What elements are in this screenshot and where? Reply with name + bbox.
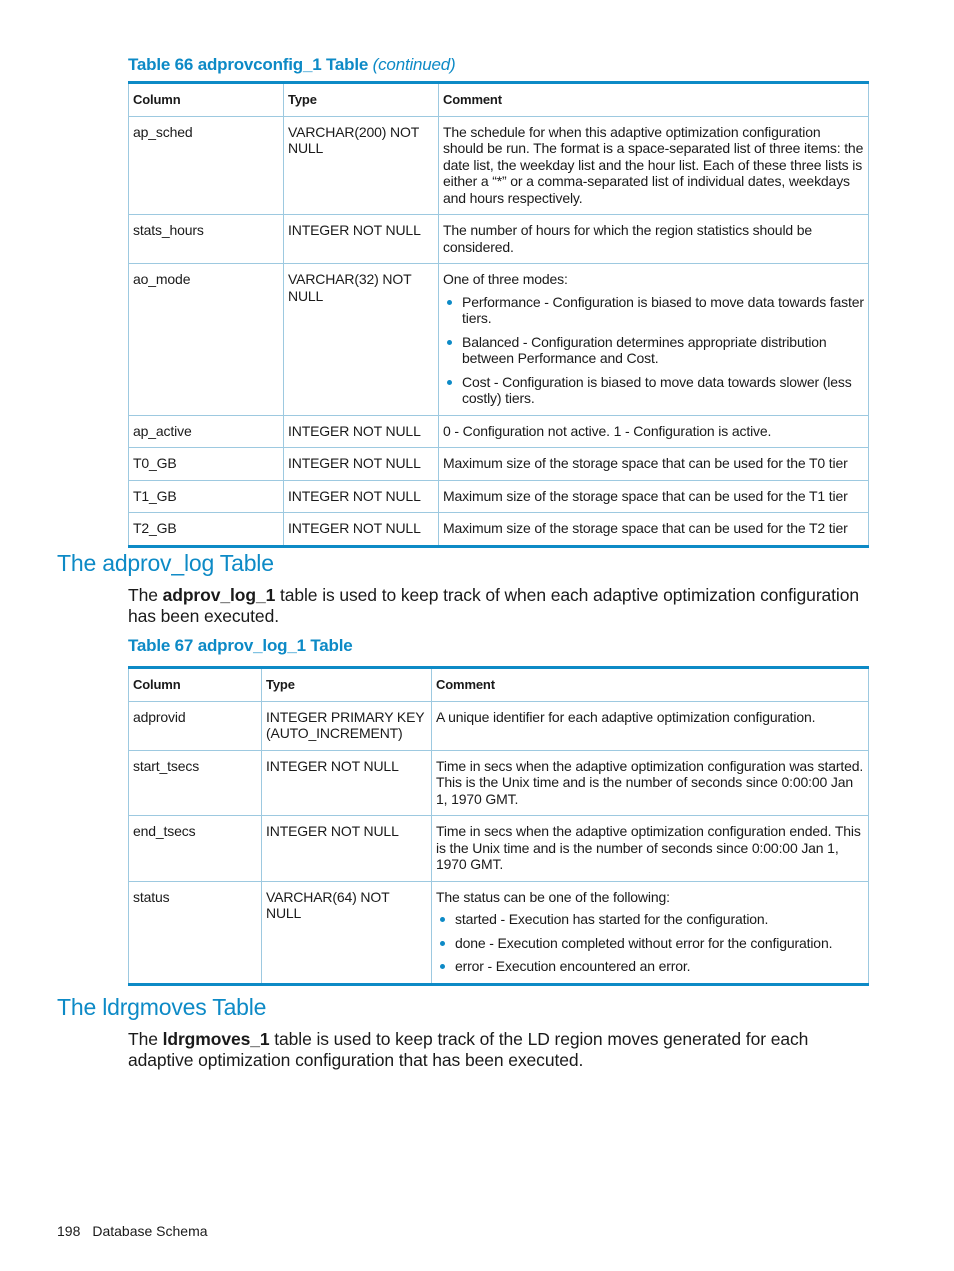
column-cell: ap_active [129, 415, 284, 448]
table-67 [128, 666, 869, 986]
ldrgmoves-intro [128, 1029, 868, 1071]
intro-prefix: The [128, 585, 163, 605]
table-row [129, 513, 869, 547]
comment-cell: Time in secs when the adaptive optimization configuration was started. This is the Unix time and is the number of seconds since 0:00:00 Jan 1, 1970 GMT. [432, 750, 869, 816]
column-cell: start_tsecs [129, 750, 262, 816]
column-cell: ap_sched [129, 116, 284, 215]
table-row [129, 701, 869, 750]
list-item: done - Execution completed without error for the configuration. [436, 935, 864, 952]
list-item: Balanced - Configuration determines appropriate distribution between Performance and Cost. [443, 334, 864, 367]
type-cell: VARCHAR(64) NOT NULL [262, 881, 432, 984]
comment-intro: The status can be one of the following: [436, 888, 670, 905]
type-cell: INTEGER NOT NULL [284, 448, 439, 481]
intro-prefix: The [128, 1029, 163, 1049]
mode-list [443, 294, 864, 407]
table-66 [128, 81, 869, 548]
table-row [129, 415, 869, 448]
table-67-caption [128, 636, 353, 656]
table-row [129, 881, 869, 984]
table-66-header-row [129, 83, 869, 117]
type-cell: INTEGER NOT NULL [262, 816, 432, 882]
list-item: error - Execution encountered an error. [436, 958, 864, 975]
comment-cell: 0 - Configuration not active. 1 - Configuration is active. [439, 415, 869, 448]
table-66-caption-text: Table 66 adprovconfig_1 Table [128, 55, 369, 74]
column-cell: T0_GB [129, 448, 284, 481]
intro-table-name: adprov_log_1 [162, 585, 276, 605]
ldrgmoves-heading: The ldrgmoves Table [57, 994, 267, 1020]
comment-cell: Time in secs when the adaptive optimization configuration ended. This is the Unix time and is the number of seconds since 0:00:00 Jan 1, 1970 GMT. [432, 816, 869, 882]
comment-cell [432, 881, 869, 984]
type-header: Type [262, 668, 432, 702]
table-67-caption-text: Table 67 adprov_log_1 Table [128, 636, 353, 655]
page-footer [57, 1223, 208, 1239]
table-row [129, 215, 869, 264]
type-cell: INTEGER NOT NULL [284, 215, 439, 264]
adprov-log-heading: The adprov_log Table [57, 550, 274, 576]
footer-section-title: Database Schema [92, 1223, 208, 1239]
intro-table-name: ldrgmoves_1 [162, 1029, 270, 1049]
table-67-header-row [129, 668, 869, 702]
type-cell: INTEGER NOT NULL [284, 480, 439, 513]
type-cell: INTEGER NOT NULL [284, 513, 439, 547]
type-cell: INTEGER PRIMARY KEY (AUTO_INCREMENT) [262, 701, 432, 750]
type-cell: INTEGER NOT NULL [262, 750, 432, 816]
comment-cell: Maximum size of the storage space that can be used for the T2 tier [439, 513, 869, 547]
column-header: Column [129, 668, 262, 702]
type-header: Type [284, 83, 439, 117]
page-number: 198 [57, 1223, 81, 1239]
adprov-log-intro [128, 585, 868, 627]
column-cell: stats_hours [129, 215, 284, 264]
table-row [129, 448, 869, 481]
intro-suffix: table is used to keep track of the LD region moves generated for each adaptive optimization configuration that has been executed. [128, 1029, 809, 1070]
comment-cell: Maximum size of the storage space that can be used for the T1 tier [439, 480, 869, 513]
comment-cell [439, 264, 869, 416]
table-row [129, 750, 869, 816]
type-cell: VARCHAR(200) NOT NULL [284, 116, 439, 215]
list-item: Performance - Configuration is biased to move data towards faster tiers. [443, 294, 864, 327]
intro-suffix: table is used to keep track of when each adaptive optimization configuration has been executed. [128, 585, 859, 626]
table-66-continued: (continued) [372, 55, 456, 74]
table-row [129, 816, 869, 882]
type-cell: VARCHAR(32) NOT NULL [284, 264, 439, 416]
list-item: Cost - Configuration is biased to move data towards slower (less costly) tiers. [443, 374, 864, 407]
comment-cell: The number of hours for which the region statistics should be considered. [439, 215, 869, 264]
column-cell: T2_GB [129, 513, 284, 547]
column-cell: T1_GB [129, 480, 284, 513]
column-cell: end_tsecs [129, 816, 262, 882]
comment-cell: Maximum size of the storage space that can be used for the T0 tier [439, 448, 869, 481]
status-list [436, 911, 864, 975]
column-cell: status [129, 881, 262, 984]
comment-header: Comment [439, 83, 869, 117]
comment-intro: One of three modes: [443, 271, 568, 287]
comment-cell: The schedule for when this adaptive optimization configuration should be run. The format is a space-separated list of three items: the date list, the weekday list and the hour list. Each of these three lists is either a “*” or a comma-separated list of individual dates, weekdays and hours respectively. [439, 116, 869, 215]
column-header: Column [129, 83, 284, 117]
table-row [129, 116, 869, 215]
column-cell: ao_mode [129, 264, 284, 416]
comment-cell: A unique identifier for each adaptive optimization configuration. [432, 701, 869, 750]
list-item: started - Execution has started for the configuration. [436, 911, 864, 928]
table-66-caption [128, 55, 456, 75]
table-row [129, 264, 869, 416]
table-row [129, 480, 869, 513]
comment-header: Comment [432, 668, 869, 702]
column-cell: adprovid [129, 701, 262, 750]
type-cell: INTEGER NOT NULL [284, 415, 439, 448]
